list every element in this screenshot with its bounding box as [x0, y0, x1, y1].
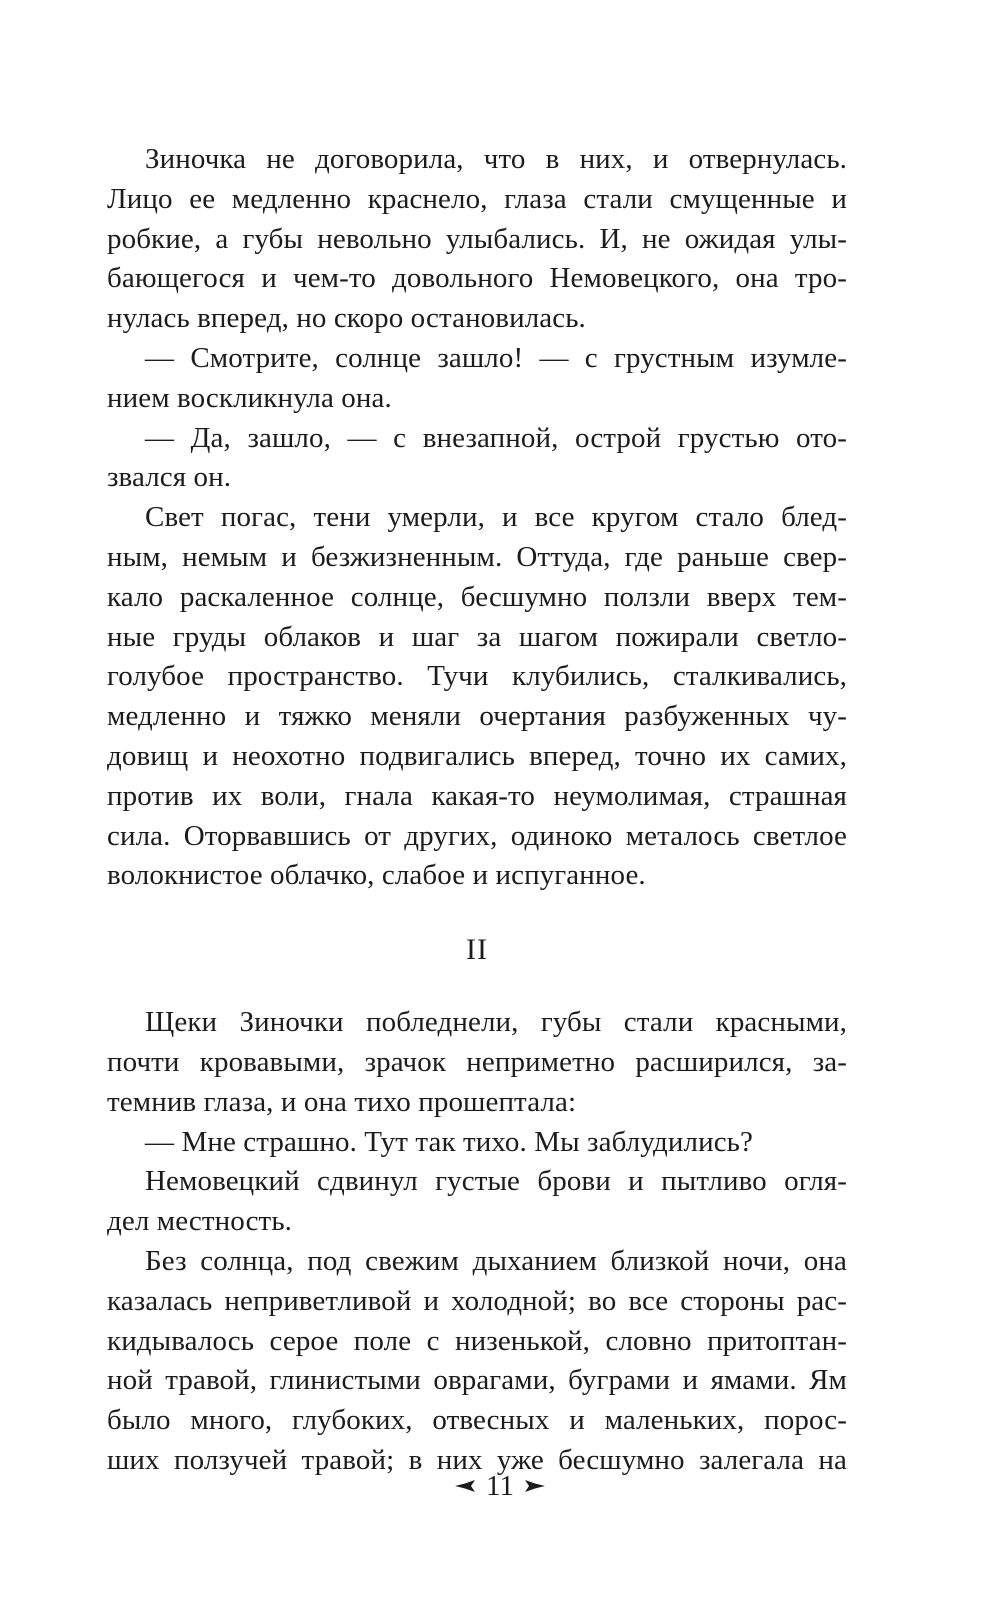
text-line: почти кровавыми, зрачок неприметно расширился, за-	[107, 1045, 847, 1078]
page-number: 11	[486, 1470, 514, 1502]
text-line: медленно и тяжко меняли очертания разбуженных чу-	[107, 700, 847, 733]
text-line: Свет погас, тени умерли, и все кругом стало блед-	[145, 501, 847, 534]
text-line: кало раскаленное солнце, бесшумно ползли вверх тем-	[107, 580, 847, 613]
text-line: нием воскликнула она.	[107, 381, 392, 414]
text-line: ным, немым и безжизненным. Оттуда, где раньше свер-	[107, 540, 847, 573]
text-line: бающегося и чем-то довольного Немовецкого, она тро-	[107, 262, 847, 295]
chapter-heading: II	[466, 933, 488, 967]
text-block-before	[107, 140, 847, 896]
text-line: ные груды облаков и шаг за шагом пожирали светло-	[107, 620, 847, 653]
text-line: сила. Оторвавшись от других, одиноко металось светлое	[107, 819, 847, 852]
text-line: темнив глаза, и она тихо прошептала:	[107, 1085, 577, 1118]
text-line: Лицо ее медленно краснело, глаза стали смущенные и	[107, 182, 847, 215]
text-line: было много, глубоких, отвесных и маленьких, порос-	[107, 1404, 847, 1437]
text-line: звался он.	[107, 461, 232, 494]
text-line: Немовецкий сдвинул густые брови и пытливо огля-	[145, 1165, 847, 1198]
text-line: ной травой, глинистыми оврагами, буграми и ямами. Ям	[107, 1364, 847, 1397]
text-line: против их воли, гнала какая-то неумолимая, страшная	[107, 779, 847, 812]
book-page	[107, 140, 847, 1540]
text-line: Без солнца, под свежим дыханием близкой ночи, она	[145, 1244, 847, 1277]
text-line: казалась неприветливой и холодной; во все стороны рас-	[107, 1284, 847, 1317]
text-line: голубое пространство. Тучи клубились, сталкивались,	[107, 660, 847, 693]
text-line: довищ и неохотно подвигались вперед, точно их самих,	[107, 739, 847, 772]
text-line: Щеки Зиночки побледнели, губы стали красными,	[145, 1006, 847, 1039]
text-line: ших ползучей травой; в них уже бесшумно залегала на	[107, 1443, 847, 1476]
ornament-left-icon	[454, 1479, 476, 1493]
ornament-right-icon	[524, 1479, 546, 1493]
text-block-after	[107, 1003, 847, 1481]
text-line: волокнистое облачко, слабое и испуганное.	[107, 859, 646, 892]
text-line: — Да, зашло, — с внезапной, острой грустью ото-	[145, 421, 847, 454]
text-line: робкие, а губы невольно улыбались. И, не ожидая улы-	[107, 222, 847, 255]
page-footer	[0, 1468, 1000, 1504]
text-line: дел местность.	[107, 1205, 293, 1238]
text-line: — Смотрите, солнце зашло! — с грустным изумле-	[145, 341, 847, 374]
text-line: нулась вперед, но скоро остановилась.	[107, 302, 586, 335]
text-line: Зиночка не договорила, что в них, и отвернулась.	[145, 143, 847, 175]
text-line: — Мне страшно. Тут так тихо. Мы заблудились?	[145, 1125, 753, 1158]
text-line: кидывалось серое поле с низенькой, словно притоптан-	[107, 1324, 847, 1357]
